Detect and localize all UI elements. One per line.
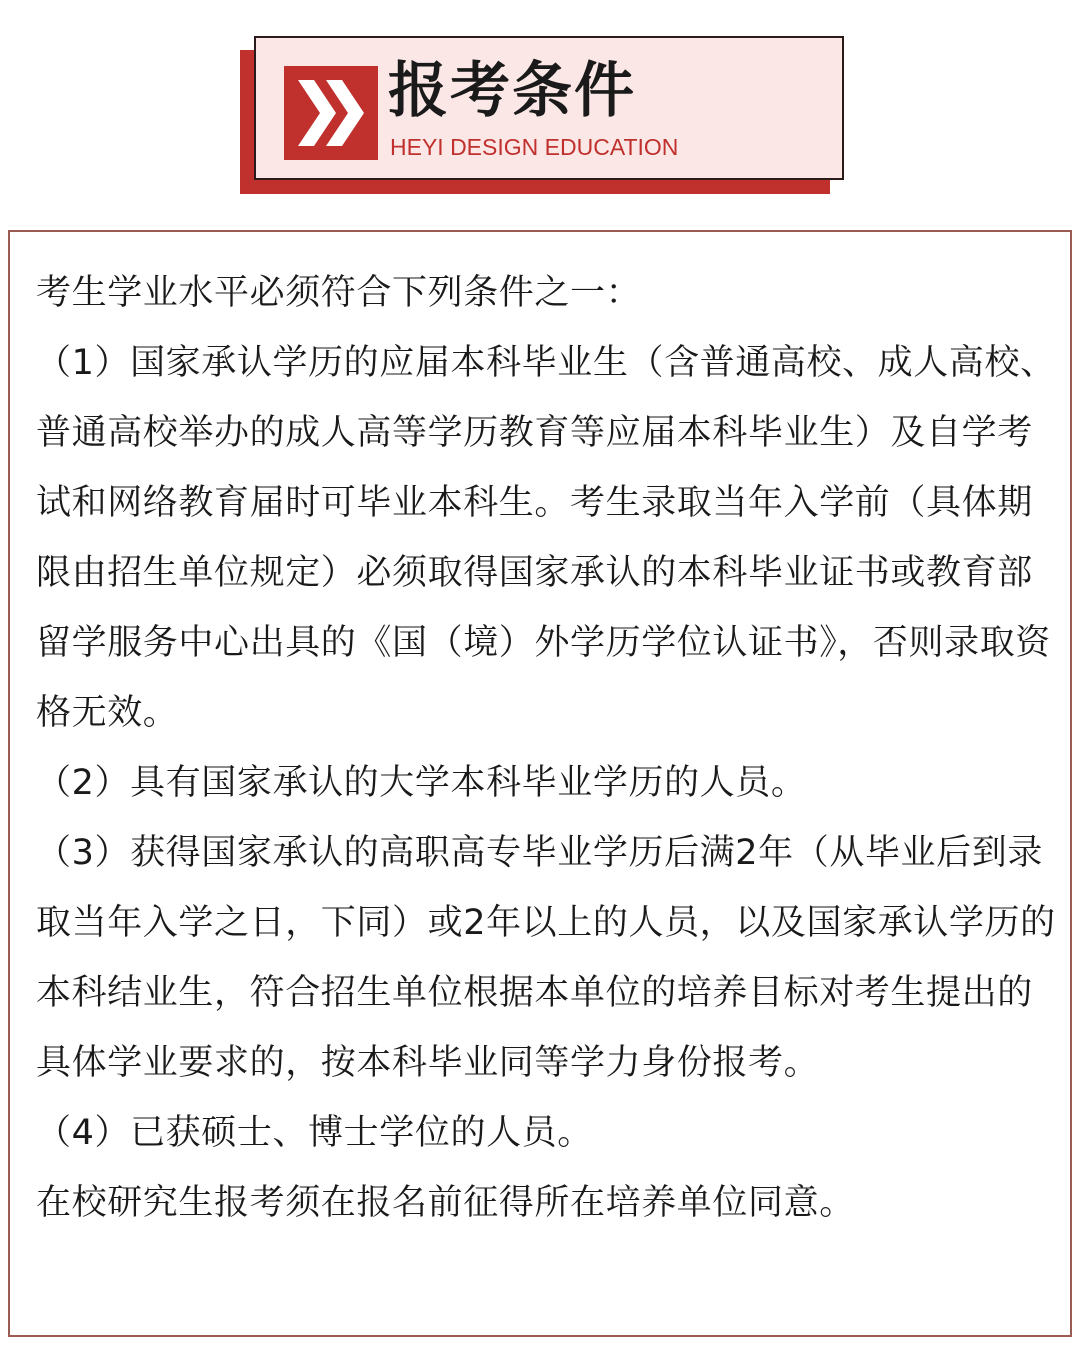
double-chevron-right-icon (284, 66, 378, 160)
condition-item-2: （2）具有国家承认的大学本科毕业学历的人员。 (36, 763, 807, 803)
conditions-panel (8, 230, 1072, 1337)
section-title: 报考条件 (388, 56, 636, 126)
conditions-text (36, 258, 1056, 1238)
section-subtitle: HEYI DESIGN EDUCATION (390, 134, 679, 160)
footer-note: 在校研究生报考须在报名前征得所在培养单位同意。 (36, 1183, 855, 1223)
condition-item-3: （3）获得国家承认的高职高专毕业学历后满2年（从毕业后到录取当年入学之日，下同）或2年以上的人员，以及国家承认学历的本科结业生，符合招生单位根据本单位的培养目标对考生提出的具体学业要求的，按本科毕业同等学力身份报考。 (36, 833, 1056, 1083)
conditions-intro: 考生学业水平必须符合下列条件之一： (36, 273, 642, 313)
condition-item-1: （1）国家承认学历的应届本科毕业生（含普通高校、成人高校、普通高校举办的成人高等学历教育等应届本科毕业生）及自学考试和网络教育届时可毕业本科生。考生录取当年入学前（具体期限由招生单位规定）必须取得国家承认的本科毕业证书或教育部留学服务中心出具的《国（境）外学历学位认证书》，否则录取资格无效。 (36, 343, 1056, 733)
condition-item-4: （4）已获硕士、博士学位的人员。 (36, 1113, 593, 1153)
section-header (254, 36, 844, 180)
